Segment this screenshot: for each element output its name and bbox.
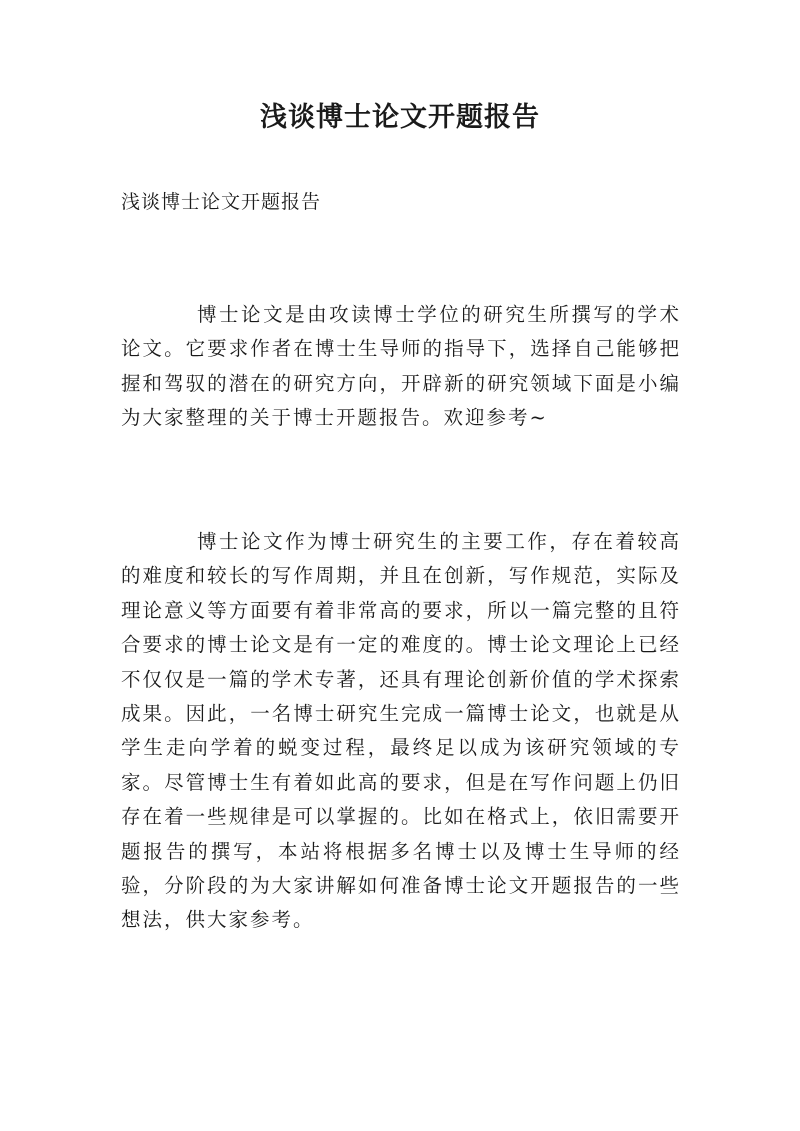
body-paragraph-main: 博士论文作为博士研究生的主要工作，存在着较高的难度和较长的写作周期，并且在创新，写作规范，实际及理论意义等方面要有着非常高的要求，所以一篇完整的且符合要求的博士论文是有一定的难度的。博士论文理论上已经不仅仅是一篇的学术专著，还具有理论创新价值的学术探索成果。因此，一名博士研究生完成一篇博士论文，也就是从学生走向学着的蜕变过程，最终足以成为该研究领域的专家。尽管博士生有着如此高的要求，但是在写作问题上仍旧存在着一些规律是可以掌握的。比如在格式上，依旧需要开题报告的撰写，本站将根据多名博士以及博士生导师的经验，分阶段的为大家讲解如何准备博士论文开题报告的一些想法，供大家参考。: [121, 530, 681, 932]
document-subtitle: 浅谈博士论文开题报告: [121, 191, 322, 213]
body-paragraph-intro: 博士论文是由攻读博士学位的研究生所撰写的学术论文。它要求作者在博士生导师的指导下，选择自己能够把握和驾驭的潜在的研究方向，开辟新的研究领域下面是小编为大家整理的关于博士开题报告。欢迎参考~: [121, 303, 681, 430]
document-title: 浅谈博士论文开题报告: [260, 102, 540, 133]
